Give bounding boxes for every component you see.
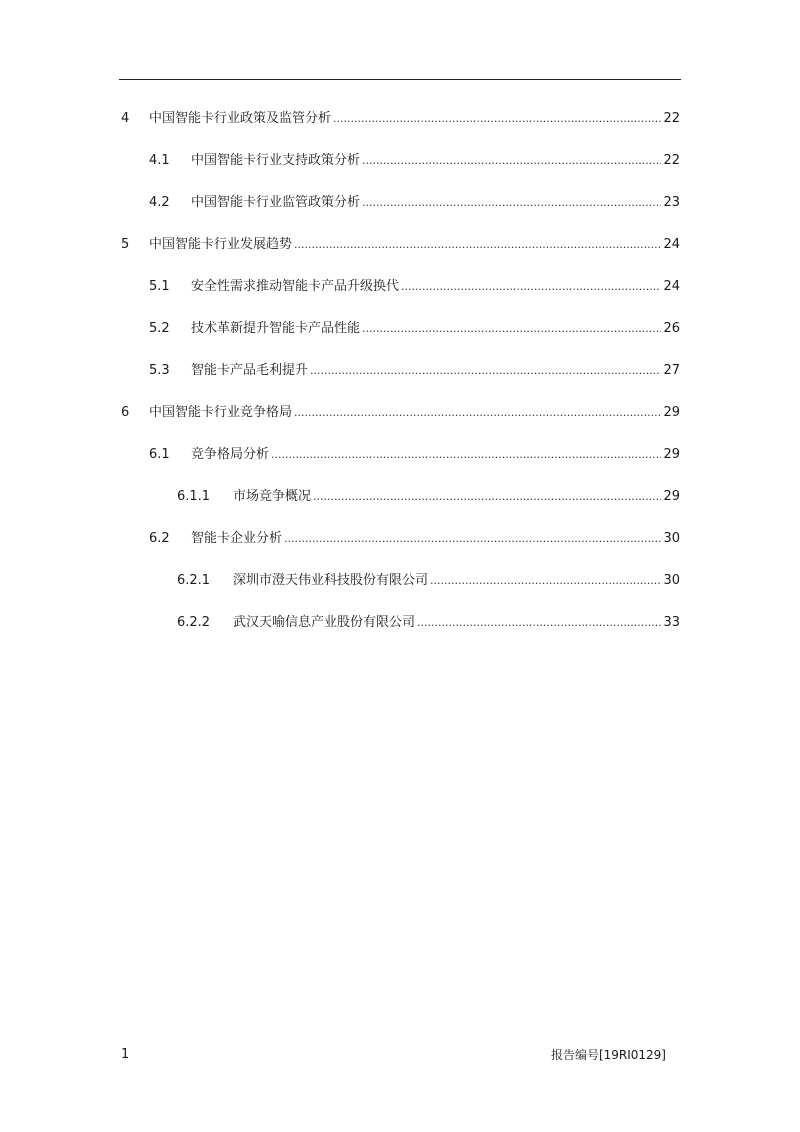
toc-entry-page: 23 <box>663 195 680 210</box>
toc-entry[interactable] <box>0 528 800 550</box>
toc-entry-number: 6.2.1 <box>177 573 211 588</box>
toc-entry[interactable] <box>0 150 800 172</box>
toc-entry[interactable] <box>0 276 800 298</box>
toc-entry-number: 5.2 <box>149 321 170 336</box>
toc-entry-number: 5 <box>121 237 130 252</box>
toc-entry-page: 26 <box>663 321 680 336</box>
toc-entry[interactable] <box>0 360 800 382</box>
toc-entry-title: 技术革新提升智能卡产品性能 <box>191 321 361 336</box>
dot-leader <box>310 360 661 382</box>
toc-entry-title: 智能卡企业分析 <box>191 531 283 546</box>
toc-entry-number: 6 <box>121 405 130 420</box>
dot-leader <box>333 108 661 130</box>
footer-page-number: 1 <box>121 1047 130 1062</box>
toc-entry-title: 中国智能卡行业监管政策分析 <box>191 195 361 210</box>
toc-entry-title: 智能卡产品毛利提升 <box>191 363 309 378</box>
toc-entry-page: 22 <box>663 111 680 126</box>
toc-entry-title: 中国智能卡行业竞争格局 <box>149 405 293 420</box>
dot-leader <box>313 486 661 508</box>
toc-entry[interactable] <box>0 318 800 340</box>
dot-leader <box>401 276 661 298</box>
toc-entry-number: 4 <box>121 111 130 126</box>
toc-entry-page: 22 <box>663 153 680 168</box>
toc-entry-page: 29 <box>663 447 680 462</box>
toc-entry-page: 27 <box>663 363 680 378</box>
toc-entry-page: 29 <box>663 405 680 420</box>
toc-entry-title: 安全性需求推动智能卡产品升级换代 <box>191 279 400 294</box>
toc-entry-page: 29 <box>663 489 680 504</box>
toc-entry-title: 武汉天喻信息产业股份有限公司 <box>233 615 416 630</box>
toc-entry[interactable] <box>0 444 800 466</box>
dot-leader <box>417 612 661 634</box>
dot-leader <box>284 528 661 550</box>
toc-entry-number: 6.2.2 <box>177 615 211 630</box>
toc-entry[interactable] <box>0 402 800 424</box>
toc-entry[interactable] <box>0 234 800 256</box>
toc-entry-title: 中国智能卡行业政策及监管分析 <box>149 111 332 126</box>
toc-entry-number: 5.1 <box>149 279 170 294</box>
toc-entry-page: 33 <box>663 615 680 630</box>
toc-entry-page: 30 <box>663 573 680 588</box>
dot-leader <box>294 234 661 256</box>
toc-entry[interactable] <box>0 108 800 130</box>
toc-entry-number: 4.2 <box>149 195 170 210</box>
dot-leader <box>362 150 661 172</box>
toc-entry-number: 6.2 <box>149 531 170 546</box>
dot-leader <box>430 570 661 592</box>
toc-entry-title: 市场竞争概况 <box>233 489 312 504</box>
toc-entry-title: 中国智能卡行业支持政策分析 <box>191 153 361 168</box>
toc-entry[interactable] <box>0 192 800 214</box>
dot-leader <box>362 192 661 214</box>
toc-entry-page: 24 <box>663 237 680 252</box>
toc-entry-number: 5.3 <box>149 363 170 378</box>
toc-entry[interactable] <box>0 612 800 634</box>
toc-entry-number: 4.1 <box>149 153 170 168</box>
dot-leader <box>362 318 661 340</box>
header-rule <box>119 79 681 80</box>
toc-entry-title: 竞争格局分析 <box>191 447 270 462</box>
dot-leader <box>294 402 661 424</box>
toc-entry-page: 30 <box>663 531 680 546</box>
toc-entry-title: 深圳市澄天伟业科技股份有限公司 <box>233 573 429 588</box>
dot-leader <box>271 444 661 466</box>
toc-entry[interactable] <box>0 570 800 592</box>
toc-entry-page: 24 <box>663 279 680 294</box>
toc-entry[interactable] <box>0 486 800 508</box>
footer-report-code: 报告编号[19RI0129] <box>550 1048 666 1062</box>
toc-entry-number: 6.1 <box>149 447 170 462</box>
toc-entry-number: 6.1.1 <box>177 489 211 504</box>
toc-entry-title: 中国智能卡行业发展趋势 <box>149 237 293 252</box>
